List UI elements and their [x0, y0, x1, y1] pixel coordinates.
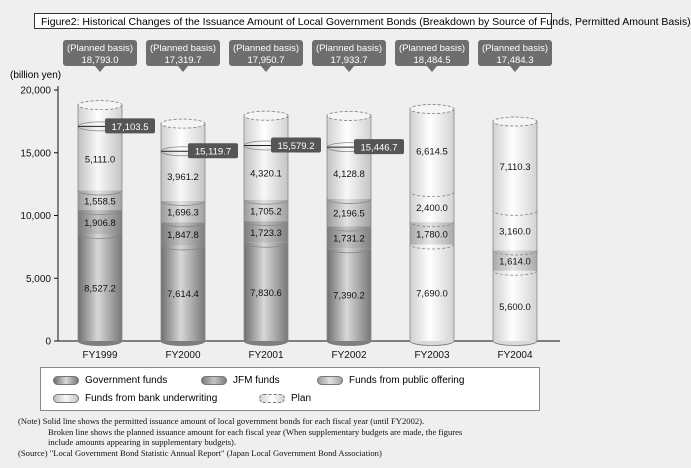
legend-swatch-plan [259, 394, 285, 403]
planned-basis-pointer [95, 66, 105, 72]
bar-top [161, 119, 205, 128]
data-label: 1,614.0 [499, 256, 531, 268]
legend-item-plan [259, 393, 311, 404]
chart-title: Figure2: Historical Changes of the Issuance Amount of Local Government Bonds (Breakdown by Source of Funds, Permitted Amount Basis) [34, 13, 552, 29]
data-label: 3,160.0 [499, 226, 531, 238]
bar-top [410, 105, 454, 114]
data-label: 5,600.0 [499, 301, 531, 313]
planned-basis-label: (Planned basis) [149, 43, 217, 54]
planned-basis-pointer [427, 66, 437, 72]
permitted-total-label: 15,579.2 [277, 140, 315, 152]
planned-basis-value: 17,933.7 [330, 55, 368, 66]
legend-item-public-offering [317, 375, 464, 386]
x-tick-label: FY2002 [331, 350, 367, 361]
data-label: 1,558.5 [84, 196, 116, 208]
planned-basis-pointer [344, 66, 354, 72]
data-label: 1,780.0 [416, 229, 448, 241]
note-line: (Note) Solid line shows the permitted issuance amount of local government bonds for each fiscal year (until FY2002). [18, 416, 425, 426]
y-tick-label: 0 [45, 336, 51, 348]
legend-swatch-jfm-funds [201, 376, 227, 385]
x-tick-label: FY1999 [82, 350, 118, 361]
planned-basis-label: (Planned basis) [398, 43, 466, 54]
y-tick-label: 20,000 [20, 85, 51, 97]
data-label: 7,830.6 [250, 287, 282, 299]
data-label: 1,723.3 [250, 227, 282, 239]
x-tick-label: FY2001 [248, 350, 284, 361]
chart-notes [18, 416, 578, 458]
planned-basis-callout [478, 40, 552, 72]
data-label: 7,110.3 [499, 162, 531, 174]
legend-label: JFM funds [233, 375, 280, 386]
data-label: 1,696.3 [167, 207, 199, 219]
bar-top [493, 117, 537, 126]
planned-basis-callout [229, 40, 303, 72]
planned-basis-pointer [261, 66, 271, 72]
legend-swatch-public-offering [317, 376, 343, 385]
permitted-total-label: 15,446.7 [360, 142, 398, 154]
planned-basis-callout [312, 40, 386, 72]
planned-basis-label: (Planned basis) [481, 43, 549, 54]
legend-swatch-government-funds [53, 376, 79, 385]
y-axis-unit-label: (billion yen) [10, 70, 62, 81]
y-tick-label: 10,000 [20, 211, 51, 222]
data-label: 4,320.1 [250, 168, 282, 180]
y-tick-label: 5,000 [25, 273, 51, 285]
data-label: 2,400.0 [416, 203, 448, 215]
data-label: 1,847.8 [167, 229, 199, 241]
planned-basis-value: 17,950.7 [247, 55, 285, 66]
bar-top [78, 101, 122, 110]
data-label: 7,690.0 [416, 288, 448, 300]
legend-label: Funds from public offering [349, 375, 465, 386]
source-line: (Source) "Local Government Bond Statistic Annual Report" (Japan Local Government Bond Association) [18, 447, 382, 458]
planned-basis-label: (Planned basis) [232, 43, 300, 54]
x-tick-label: FY2004 [497, 350, 533, 361]
permitted-total-label: 17,103.5 [111, 121, 149, 133]
planned-basis-value: 17,484.3 [496, 55, 534, 66]
planned-basis-value: 18,793.0 [81, 55, 119, 66]
data-label: 7,390.2 [333, 290, 365, 302]
data-label: 6,614.5 [416, 146, 448, 158]
note-line: include amounts appearing in supplementary budgets). [48, 437, 237, 447]
legend-label: Government funds [85, 375, 168, 386]
planned-basis-pointer [510, 66, 520, 72]
data-label: 4,128.8 [333, 169, 365, 181]
planned-basis-callout [395, 40, 469, 72]
bar-top [244, 111, 288, 120]
legend-label: Funds from bank underwriting [85, 393, 218, 404]
planned-basis-label: (Planned basis) [66, 43, 134, 54]
planned-basis-value: 17,319.7 [164, 55, 202, 66]
planned-basis-callout [63, 40, 137, 72]
legend-item-bank-underwriting [53, 393, 217, 404]
x-tick-label: FY2000 [165, 350, 201, 361]
data-label: 5,111.0 [84, 154, 116, 166]
planned-basis-label: (Planned basis) [315, 43, 383, 54]
data-label: 1,906.8 [84, 218, 116, 230]
data-label: 1,705.2 [250, 206, 282, 218]
legend-item-government-funds [53, 375, 167, 386]
note-line: Broken line shows the planned issuance amount for each fiscal year (When supplementary budgets are made, the figures [48, 426, 463, 437]
x-tick-label: FY2003 [414, 350, 450, 361]
legend-item-jfm-funds [201, 375, 280, 386]
data-label: 2,196.5 [333, 208, 365, 220]
data-label: 8,527.2 [84, 283, 116, 295]
planned-basis-callout [146, 40, 220, 72]
planned-basis-pointer [178, 66, 188, 72]
y-tick-label: 15,000 [20, 148, 51, 160]
chart-legend [40, 367, 540, 411]
data-label: 7,614.4 [167, 289, 199, 301]
permitted-total-label: 15,119.7 [194, 146, 232, 158]
bar-top [327, 111, 371, 120]
data-label: 1,731.2 [333, 233, 365, 245]
planned-basis-value: 18,484.5 [413, 55, 451, 66]
legend-swatch-bank-underwriting [53, 394, 79, 403]
data-label: 3,961.2 [167, 172, 199, 184]
legend-label: Plan [291, 393, 312, 404]
